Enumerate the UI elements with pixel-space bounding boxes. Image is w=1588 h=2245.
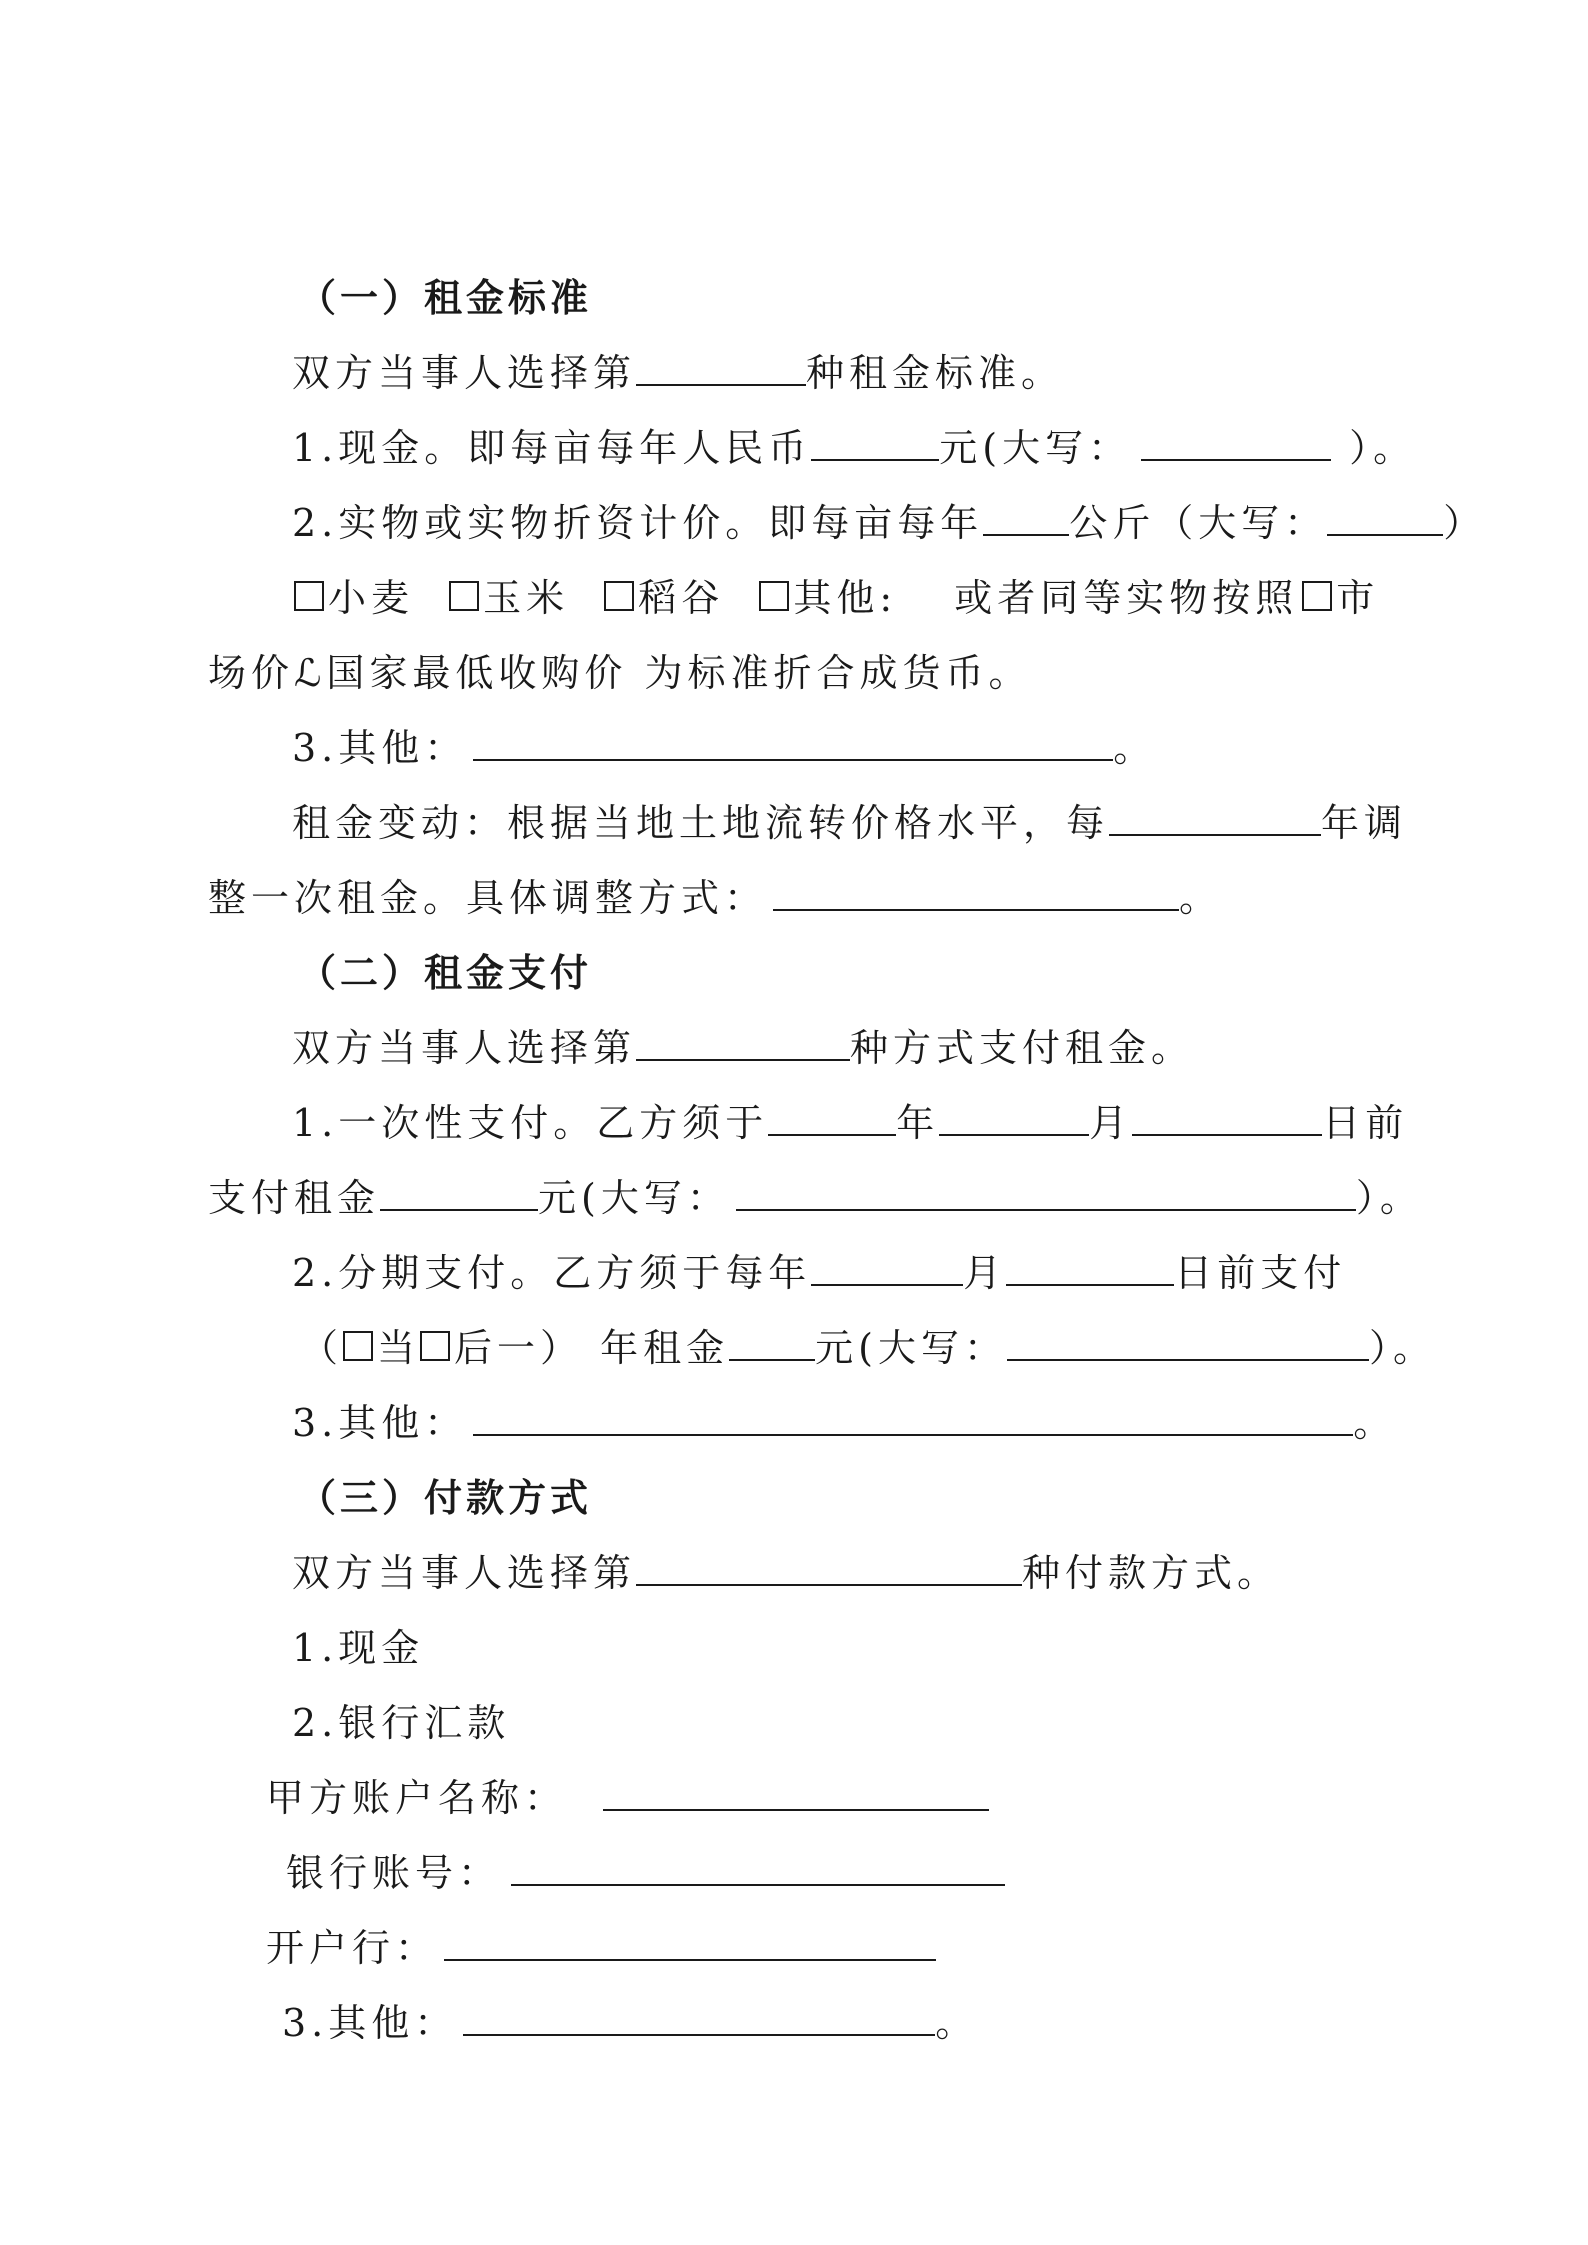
crop-options-line: 小麦 玉米 稻谷 其他: 或者同等实物按照 市 [294,568,1379,628]
cash-rent-line: 1.现金。即每亩每年人民币 元(大写： ）。 [292,418,1416,478]
goods-kg-words-blank[interactable] [1327,494,1443,536]
market-price-checkbox[interactable] [1302,581,1332,611]
bank-name-line: 开户行： [266,1918,936,1978]
account-number-line: 银行账号： [286,1843,1005,1903]
section-heading-rent-payment: （二）租金支付 [298,951,593,995]
rent-other-blank[interactable] [473,719,1113,761]
once-day-blank[interactable] [1132,1094,1322,1136]
method-cash-line: 1.现金 [292,1626,425,1670]
once-month-blank[interactable] [939,1094,1089,1136]
section-heading-payment-method: （三）付款方式 [298,1476,593,1520]
account-name-blank[interactable] [603,1769,989,1811]
adjust-years-blank[interactable] [1109,794,1321,836]
one-time-amount-line: 支付租金 元(大写： ）。 [208,1168,1423,1228]
next-year-checkbox[interactable] [420,1331,450,1361]
payment-other-line: 3.其他： 。 [292,1393,1396,1453]
rice-checkbox[interactable] [604,581,634,611]
method-bank-line: 2.银行汇款 [292,1701,511,1745]
method-other-line: 3.其他： 。 [282,1993,978,2053]
cash-amount-blank[interactable] [811,419,939,461]
adjust-method-line: 整一次租金。具体调整方式： 。 [208,868,1222,928]
method-other-blank[interactable] [463,1994,935,2036]
installment-day-blank[interactable] [1006,1244,1174,1286]
once-year-blank[interactable] [768,1094,896,1136]
price-mark-icon[interactable]: ℒ [294,651,327,695]
installment-month-blank[interactable] [811,1244,963,1286]
wheat-checkbox[interactable] [294,581,324,611]
once-amount-words-blank[interactable] [736,1169,1356,1211]
corn-checkbox[interactable] [449,581,479,611]
installment-line: 2.分期支付。乙方须于每年 月 日前支付 [292,1243,1346,1303]
payment-select-line: 双方当事人选择第 种方式支付租金。 [292,1018,1194,1078]
price-basis-line: 场价ℒ国家最低收购价 为标准折合成货币。 [208,651,1032,695]
installment-amount-line: （ 当 后一） 年租金 元(大写： ）。 [300,1318,1436,1378]
account-name-line: 甲方账户名称： [266,1768,989,1828]
one-time-payment-line: 1.一次性支付。乙方须于 年 月 日前 [292,1093,1408,1153]
rent-standard-choice-blank[interactable] [636,344,806,386]
current-year-checkbox[interactable] [343,1331,373,1361]
rent-standard-select-line: 双方当事人选择第 种租金标准。 [292,343,1064,403]
rent-other-line: 3.其他： 。 [292,718,1156,778]
payment-choice-blank[interactable] [636,1019,850,1061]
installment-amount-words-blank[interactable] [1007,1319,1369,1361]
account-number-blank[interactable] [511,1844,1005,1886]
once-amount-blank[interactable] [380,1169,538,1211]
payment-other-blank[interactable] [473,1394,1353,1436]
rent-change-line: 租金变动：根据当地土地流转价格水平，每 年调 [292,793,1407,853]
goods-rent-line: 2.实物或实物折资计价。即每亩每年 公斤（大写： ） [292,493,1486,553]
method-choice-blank[interactable] [636,1544,1022,1586]
bank-name-blank[interactable] [444,1919,936,1961]
adjust-method-blank[interactable] [773,869,1179,911]
section-heading-rent-standard: （一）租金标准 [298,276,593,320]
goods-kg-blank[interactable] [983,494,1069,536]
cash-amount-words-blank[interactable] [1141,419,1331,461]
installment-amount-blank[interactable] [729,1319,815,1361]
method-select-line: 双方当事人选择第 种付款方式。 [292,1543,1280,1603]
other-crop-checkbox[interactable] [759,581,789,611]
